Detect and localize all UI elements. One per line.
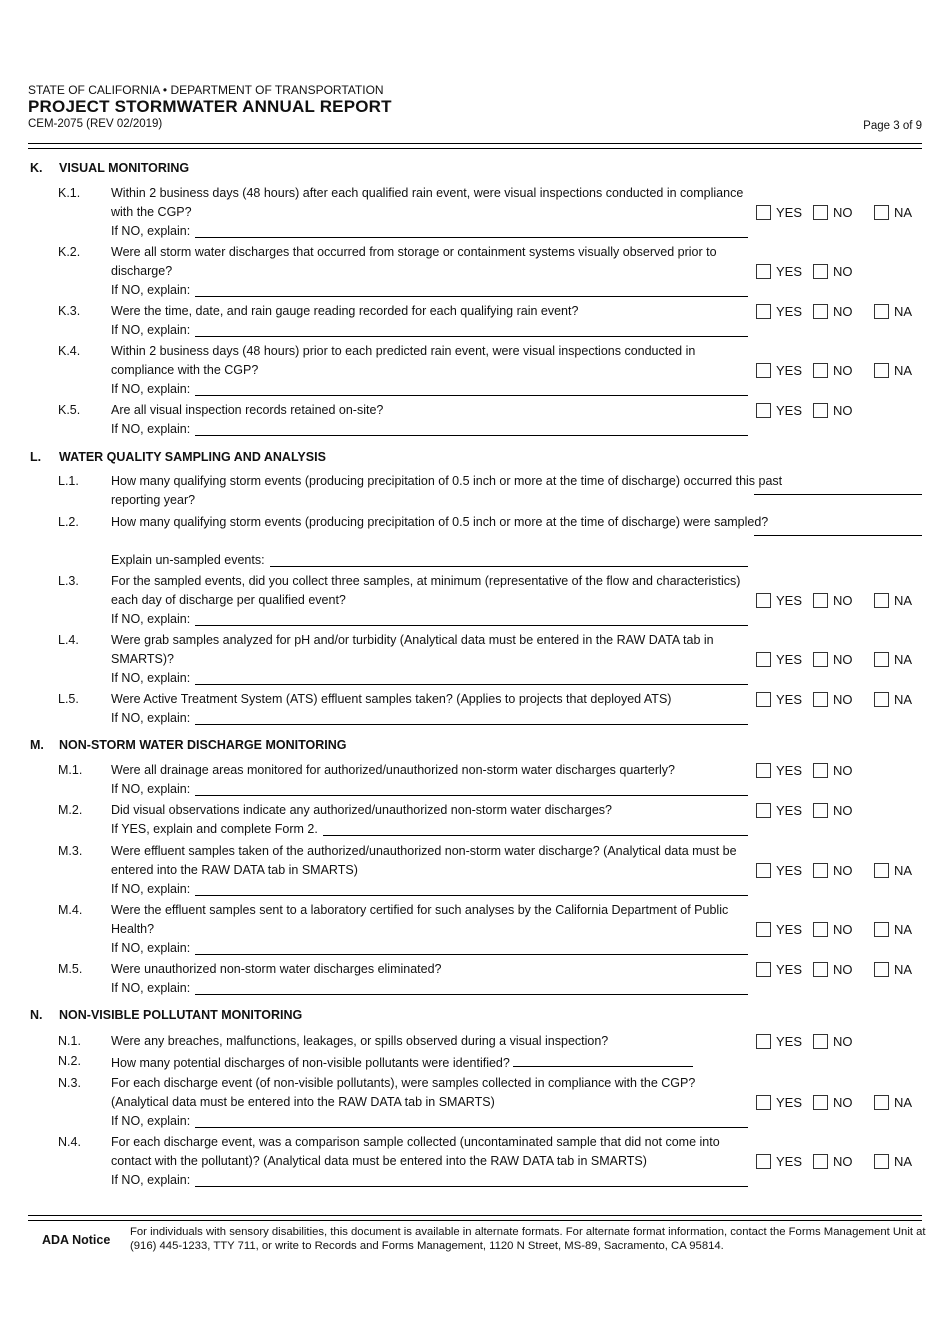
count-answer-field[interactable]: [754, 535, 922, 536]
question-number: N.4.: [58, 1135, 81, 1149]
answer-options: [756, 591, 915, 610]
question-text: Were Active Treatment System (ATS) effluent samples taken? (Applies to projects that deployed ATS): [111, 692, 672, 706]
yes-checkbox[interactable]: YES: [756, 361, 810, 380]
question-number: L.5.: [58, 692, 79, 706]
na-checkbox[interactable]: NA: [874, 920, 912, 939]
footer-rule-thin: [28, 1220, 922, 1221]
explain-field[interactable]: If NO, explain:: [111, 880, 748, 899]
answer-options: [756, 801, 874, 820]
answer-options: [756, 960, 915, 979]
no-checkbox[interactable]: NO: [813, 262, 871, 281]
question-number: M.1.: [58, 763, 83, 777]
yes-checkbox[interactable]: YES: [756, 650, 810, 669]
na-checkbox[interactable]: NA: [874, 1152, 912, 1171]
no-checkbox[interactable]: NO: [813, 401, 871, 420]
answer-options: [756, 203, 915, 222]
no-checkbox[interactable]: NO: [813, 861, 871, 880]
na-checkbox[interactable]: NA: [874, 361, 912, 380]
no-checkbox[interactable]: NO: [813, 203, 871, 222]
answer-options: [756, 361, 915, 380]
question-text: Did visual observations indicate any authorized/unauthorized non-storm water discharges?: [111, 803, 612, 817]
explain-field[interactable]: If NO, explain:: [111, 1171, 748, 1190]
question-number: K.1.: [58, 186, 81, 200]
yes-checkbox[interactable]: YES: [756, 920, 810, 939]
question-number: N.1.: [58, 1034, 81, 1048]
question-number: K.2.: [58, 245, 81, 259]
no-checkbox[interactable]: NO: [813, 361, 871, 380]
question-number: L.1.: [58, 474, 79, 488]
answer-options: [756, 262, 874, 281]
question-text: For each discharge event (of non-visible pollutants), were samples collected in compliance with the CGP? (Analytical data must be entered into the RAW DATA tab in SMARTS): [111, 1076, 696, 1109]
no-checkbox[interactable]: NO: [813, 1093, 871, 1112]
answer-options: [756, 302, 915, 321]
explain-field[interactable]: If YES, explain and complete Form 2.: [111, 820, 748, 839]
question-text: Were any breaches, malfunctions, leakages, or spills observed during a visual inspection?: [111, 1034, 609, 1048]
answer-options: [756, 920, 915, 939]
header-rule-thin: [28, 148, 922, 149]
explain-field[interactable]: If NO, explain:: [111, 979, 748, 998]
answer-options: [756, 401, 874, 420]
question-text: Were the time, date, and rain gauge reading recorded for each qualifying rain event?: [111, 304, 579, 318]
question-number: M.5.: [58, 962, 83, 976]
ada-text: For individuals with sensory disabilities, this document is available in alternate formats. For alternate format information, contact the Forms Management Unit at (916) 445-1233, TTY 711, or write to Records and Forms Management, 1120 N Street, MS-89, Sacramento, CA 95814.: [130, 1226, 926, 1252]
question-text: For the sampled events, did you collect three samples, at minimum (representative of the flow and characteristics) each day of discharge per qualified event?: [111, 574, 741, 607]
section-l-heading: L. WATER QUALITY SAMPLING AND ANALYSIS: [30, 450, 326, 464]
yes-checkbox[interactable]: YES: [756, 401, 810, 420]
no-checkbox[interactable]: NO: [813, 920, 871, 939]
page-number: Page 3 of 9: [863, 120, 922, 132]
section-k-heading: K. VISUAL MONITORING: [30, 161, 190, 175]
header-rule: [28, 143, 922, 144]
yes-checkbox[interactable]: YES: [756, 690, 810, 709]
no-checkbox[interactable]: NO: [813, 1152, 871, 1171]
yes-checkbox[interactable]: YES: [756, 591, 810, 610]
explain-field[interactable]: If NO, explain:: [111, 669, 748, 688]
explain-field[interactable]: If NO, explain:: [111, 420, 748, 439]
question-text: How many qualifying storm events (producing precipitation of 0.5 inch or more at the time of discharge) were sampled?: [111, 515, 769, 529]
answer-options: [756, 1152, 915, 1171]
answer-options: [756, 690, 915, 709]
yes-checkbox[interactable]: YES: [756, 761, 810, 780]
answer-options: [756, 1032, 874, 1051]
question-number: L.3.: [58, 574, 79, 588]
explain-field[interactable]: If NO, explain:: [111, 1112, 748, 1131]
question-text: Were the effluent samples sent to a laboratory certified for such analyses by the California Department of Public Health?: [111, 903, 729, 936]
question-text: Are all visual inspection records retained on-site?: [111, 403, 384, 417]
yes-checkbox[interactable]: YES: [756, 861, 810, 880]
question-text: For each discharge event, was a comparison sample collected (uncontaminated sample that did not come into contact with the pollutant)? (Analytical data must be entered into the RAW DATA tab in SMARTS): [111, 1135, 720, 1168]
unsampled-explain-field[interactable]: Explain un-sampled events:: [111, 551, 748, 570]
count-answer-field[interactable]: [754, 494, 922, 495]
explain-field[interactable]: If NO, explain:: [111, 939, 748, 958]
question-text: Within 2 business days (48 hours) after each qualified rain event, were visual inspections conducted in compliance with the CGP?: [111, 186, 744, 219]
yes-checkbox[interactable]: YES: [756, 1093, 810, 1112]
no-checkbox[interactable]: NO: [813, 591, 871, 610]
ada-label: ADA Notice: [42, 1233, 111, 1247]
question-number: L.2.: [58, 515, 79, 529]
question-text: Were effluent samples taken of the authorized/unauthorized non-storm water discharge? (Analytical data must be entered into the RAW DATA tab in SMARTS): [111, 844, 737, 877]
na-checkbox[interactable]: NA: [874, 960, 912, 979]
question-text: How many qualifying storm events (producing precipitation of 0.5 inch or more at the time of discharge) occurred this past reporting year?: [111, 474, 783, 507]
explain-field[interactable]: If NO, explain:: [111, 780, 748, 799]
section-n-heading: N. NON-VISIBLE POLLUTANT MONITORING: [30, 1008, 303, 1022]
question-number: M.2.: [58, 803, 83, 817]
question-number: N.3.: [58, 1076, 81, 1090]
yes-checkbox[interactable]: YES: [756, 203, 810, 222]
na-checkbox[interactable]: NA: [874, 302, 912, 321]
question-text: How many potential discharges of non-visible pollutants were identified?: [111, 1052, 751, 1073]
question-text: Within 2 business days (48 hours) prior to each predicted rain event, were visual inspections conducted in compliance with the CGP?: [111, 344, 696, 377]
yes-checkbox[interactable]: YES: [756, 262, 810, 281]
na-checkbox[interactable]: NA: [874, 1093, 912, 1112]
no-checkbox[interactable]: NO: [813, 960, 871, 979]
explain-field[interactable]: If NO, explain:: [111, 610, 748, 629]
answer-options: [756, 861, 915, 880]
no-checkbox[interactable]: NO: [813, 761, 871, 780]
answer-options: [756, 761, 874, 780]
answer-options: [756, 650, 915, 669]
question-text: Were grab samples analyzed for pH and/or turbidity (Analytical data must be entered in the RAW DATA tab in SMARTS)?: [111, 633, 714, 666]
form-header: [28, 83, 922, 132]
question-number: L.4.: [58, 633, 79, 647]
question-number: M.4.: [58, 903, 83, 917]
na-checkbox[interactable]: NA: [874, 203, 912, 222]
na-checkbox[interactable]: NA: [874, 690, 912, 709]
form-title: PROJECT STORMWATER ANNUAL REPORT: [28, 97, 392, 116]
na-checkbox[interactable]: NA: [874, 861, 912, 880]
no-checkbox[interactable]: NO: [813, 302, 871, 321]
count-answer-field[interactable]: [513, 1052, 693, 1067]
explain-field[interactable]: If NO, explain:: [111, 281, 748, 300]
footer-rule: [28, 1215, 922, 1216]
yes-checkbox[interactable]: YES: [756, 801, 810, 820]
yes-checkbox[interactable]: YES: [756, 1032, 810, 1051]
answer-options: [756, 1093, 915, 1112]
question-number: M.3.: [58, 844, 83, 858]
explain-field[interactable]: If NO, explain:: [111, 709, 748, 728]
agency-line: STATE OF CALIFORNIA • DEPARTMENT OF TRANSPORTATION: [28, 83, 384, 97]
no-checkbox[interactable]: NO: [813, 690, 871, 709]
yes-checkbox[interactable]: YES: [756, 1152, 810, 1171]
no-checkbox[interactable]: NO: [813, 650, 871, 669]
question-number: K.3.: [58, 304, 81, 318]
question-number: N.2.: [58, 1054, 81, 1068]
no-checkbox[interactable]: NO: [813, 1032, 871, 1051]
na-checkbox[interactable]: NA: [874, 650, 912, 669]
explain-field[interactable]: If NO, explain:: [111, 222, 748, 241]
no-checkbox[interactable]: NO: [813, 801, 871, 820]
question-text: Were unauthorized non-storm water discharges eliminated?: [111, 962, 442, 976]
na-checkbox[interactable]: NA: [874, 591, 912, 610]
explain-field[interactable]: If NO, explain:: [111, 380, 748, 399]
yes-checkbox[interactable]: YES: [756, 302, 810, 321]
yes-checkbox[interactable]: YES: [756, 960, 810, 979]
question-number: K.5.: [58, 403, 81, 417]
question-text: Were all drainage areas monitored for authorized/unauthorized non-storm water discharges quarterly?: [111, 763, 675, 777]
question-number: K.4.: [58, 344, 81, 358]
section-m-heading: M. NON-STORM WATER DISCHARGE MONITORING: [30, 738, 347, 752]
question-text: Were all storm water discharges that occurred from storage or containment systems visually observed prior to discharge?: [111, 245, 717, 278]
explain-field[interactable]: If NO, explain:: [111, 321, 748, 340]
form-number: CEM-2075 (REV 02/2019): [28, 118, 163, 130]
